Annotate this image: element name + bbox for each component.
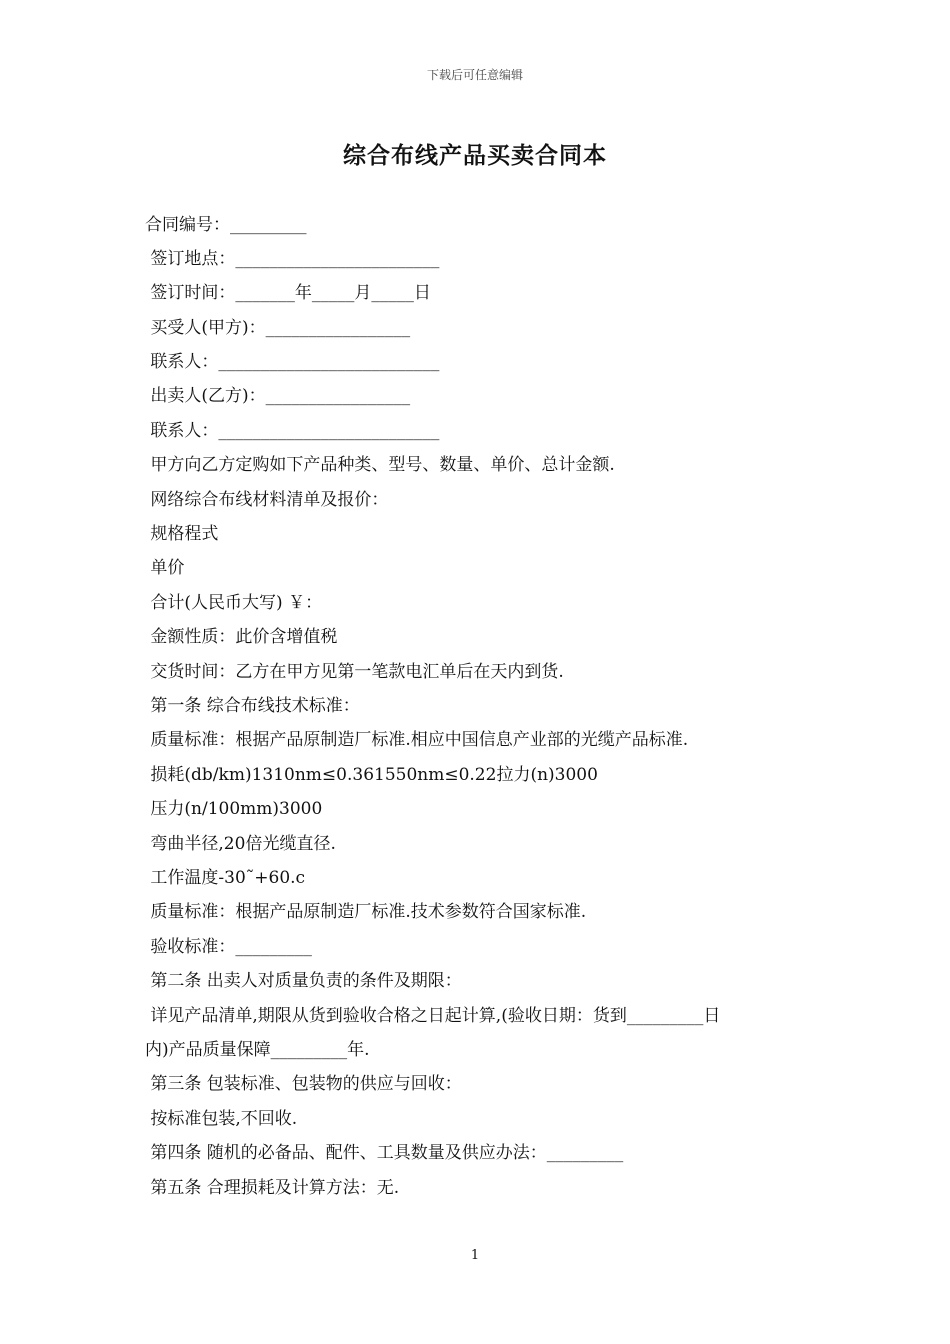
order-statement-line: 甲方向乙方定购如下产品种类、型号、数量、单价、总计金额. bbox=[145, 455, 615, 475]
bend-radius-line: 弯曲半径,20倍光缆直径. bbox=[145, 834, 336, 854]
material-list-heading: 网络综合布线材料清单及报价： bbox=[145, 490, 389, 510]
quality-standard-line: 质量标准：根据产品原制造厂标准.相应中国信息产业部的光缆产品标准. bbox=[145, 730, 689, 750]
contract-number-line: 合同编号：_________ bbox=[145, 215, 307, 235]
amount-nature-line: 金额性质：此价含增值税 bbox=[145, 627, 338, 647]
delivery-time-line: 交货时间：乙方在甲方见第一笔款电汇单后在天内到货. bbox=[145, 662, 564, 682]
quality-standard-2-line: 质量标准：根据产品原制造厂标准.技术参数符合国家标准. bbox=[145, 902, 587, 922]
total-amount-line: 合计(人民币大写) ￥： bbox=[145, 593, 323, 613]
warranty-detail-line: 详见产品清单,期限从货到验收合格之日起计算,(验收日期：货到_________日 bbox=[145, 1006, 721, 1026]
acceptance-standard-line: 验收标准：_________ bbox=[145, 937, 312, 957]
loss-spec-line: 损耗(db/km)1310nm≤0.361550nm≤0.22拉力(n)3000 bbox=[145, 765, 598, 785]
signing-place-line: 签订地点：________________________ bbox=[145, 249, 440, 269]
article-five-heading: 第五条 合理损耗及计算方法：无. bbox=[145, 1178, 400, 1198]
pressure-spec-line: 压力(n/100mm)3000 bbox=[145, 799, 323, 819]
unit-price-line: 单价 bbox=[145, 558, 185, 578]
buyer-line: 买受人(甲方)：_________________ bbox=[145, 318, 411, 338]
article-three-heading: 第三条 包装标准、包装物的供应与回收： bbox=[145, 1074, 462, 1094]
page-number: 1 bbox=[470, 1248, 480, 1263]
temperature-line: 工作温度-30˜+60.c bbox=[145, 868, 306, 888]
warranty-detail-cont: 内)产品质量保障_________年. bbox=[145, 1040, 370, 1060]
article-one-heading: 第一条 综合布线技术标准： bbox=[145, 696, 360, 716]
signing-time-line: 签订时间：_______年_____月_____日 bbox=[145, 283, 431, 303]
packaging-line: 按标准包装,不回收. bbox=[145, 1109, 298, 1129]
spec-label-line: 规格程式 bbox=[145, 524, 219, 544]
buyer-contact-line: 联系人：__________________________ bbox=[145, 352, 440, 372]
article-four-heading: 第四条 随机的必备品、配件、工具数量及供应办法：_________ bbox=[145, 1143, 624, 1163]
article-two-heading: 第二条 出卖人对质量负责的条件及期限： bbox=[145, 971, 462, 991]
seller-line: 出卖人(乙方)：_________________ bbox=[145, 386, 411, 406]
document-title: 综合布线产品买卖合同本 bbox=[343, 142, 607, 169]
seller-contact-line: 联系人：__________________________ bbox=[145, 421, 440, 441]
page-header-note: 下载后可任意编辑 bbox=[426, 68, 523, 82]
